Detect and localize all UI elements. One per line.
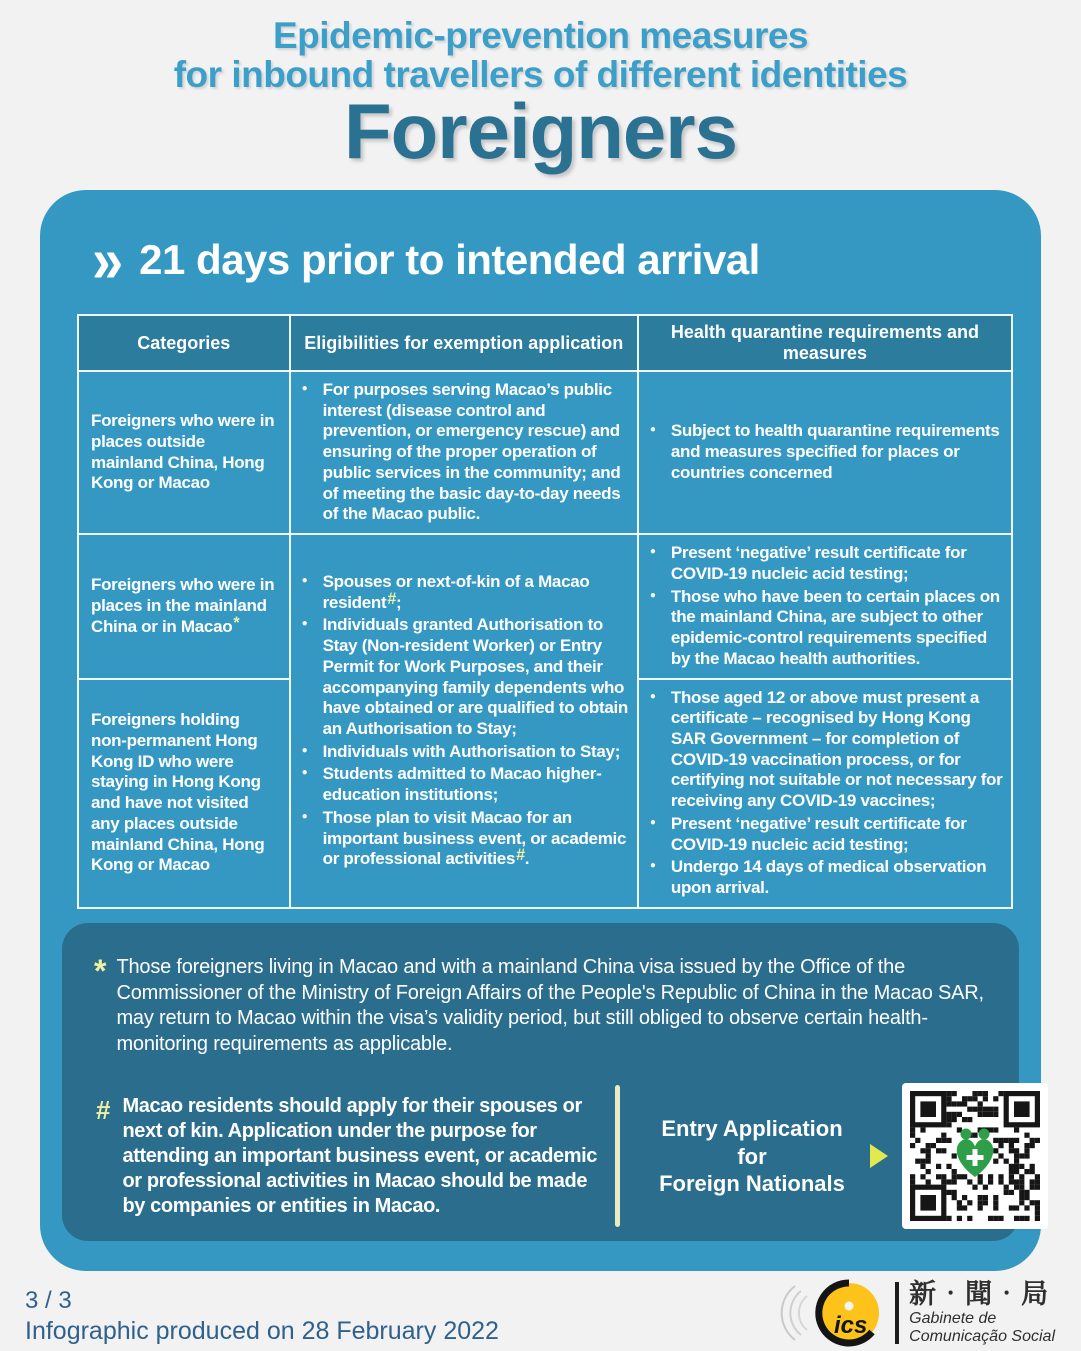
- table-row: [78, 534, 1012, 678]
- col-header-eligibilities: Eligibilities for exemption application: [290, 315, 638, 371]
- entry-label-line2: Foreign Nationals: [659, 1171, 845, 1197]
- bullet-list: [291, 372, 637, 533]
- entry-label-line1: Entry Application for: [661, 1116, 843, 1169]
- star-footnote: [62, 923, 1019, 1057]
- gcs-logo: [737, 1278, 1055, 1348]
- footer: [25, 1286, 499, 1347]
- page-header: [0, 0, 1081, 176]
- category-cell: Foreigners who were in places outside mainland China, Hong Kong or Macao: [78, 371, 290, 534]
- vertical-divider: [615, 1085, 620, 1227]
- bullet-list: [291, 564, 637, 878]
- logo-pt-line2: Comunicação Social: [909, 1327, 1055, 1345]
- bullet-item: ● Subject to health quarantine requirements and measures specified for places or countries concerned: [641, 421, 1005, 483]
- measures-table: [77, 314, 1013, 909]
- asterisk-marker: *: [94, 953, 107, 989]
- bullet-list: [639, 413, 1011, 491]
- eligibility-cell-shared: [290, 534, 638, 908]
- title-line-2: for inbound travellers of different identities: [173, 54, 908, 96]
- gcs-logo-mark: [737, 1278, 887, 1348]
- table-header-row: [78, 315, 1012, 371]
- footnotes-box: [62, 923, 1019, 1241]
- hash-footnote-text: Macao residents should apply for their spouses or next of kin. Application under the purpose for attending an important business event, or academic or professional activities in Macao should be made by companies or entities in Macao.: [122, 1095, 598, 1217]
- bullet-item: ● Those who have been to certain places on the mainland China, are subject to other epidemic-control requirements specified by the Macao health authorities.: [641, 587, 1005, 670]
- eligibility-cell: [290, 371, 638, 534]
- requirements-cell: [638, 679, 1012, 908]
- section-heading: [92, 223, 1041, 296]
- logo-text-block: [909, 1280, 1055, 1346]
- logo-divider-bar: [895, 1282, 899, 1344]
- hash-footnote: [96, 1094, 601, 1218]
- bullet-item: ● Undergo 14 days of medical observation upon arrival.: [641, 857, 1005, 898]
- bullet-item: ● For purposes serving Macao’s public interest (disease control and prevention, or emergency rescue) and ensuring of the proper operation of public services in the community; and of meeting the basic day-to-day needs of the Macao public.: [293, 380, 631, 525]
- logo-pt-line1: Gabinete de: [909, 1309, 997, 1327]
- category-cell: Foreigners holding non-permanent Hong Kong ID who were staying in Hong Kong and have not visited any places outside mainland China, Hong Kong or Macao: [78, 679, 290, 908]
- arrow-right-icon: [870, 1144, 888, 1168]
- bullet-item: ● Students admitted to Macao higher-education institutions;: [293, 764, 631, 805]
- table-row: [78, 371, 1012, 534]
- double-chevron-icon: »: [92, 223, 124, 296]
- hash-marker: #: [96, 1095, 111, 1126]
- col-header-requirements: Health quarantine requirements and measures: [638, 315, 1012, 371]
- qr-code-entry-application: [902, 1083, 1048, 1229]
- star-footnote-text: Those foreigners living in Macao and with a mainland China visa issued by the Office of the Commissioner of the Ministry of Foreign Affairs of the People's Republic of China in the Macao SAR, may return to Macao within the visa’s validity period, but still obliged to observe certain health-monitoring requirements as applicable.: [116, 956, 984, 1055]
- logo-chinese-name: 新‧聞‧局: [909, 1279, 1050, 1310]
- entry-application-label: [646, 1115, 858, 1198]
- bullet-list: [639, 680, 1011, 907]
- page-title: Foreigners: [343, 87, 738, 176]
- main-card: [40, 190, 1041, 1271]
- bullet-item: ● Spouses or next-of-kin of a Macao resident#;: [293, 572, 631, 613]
- page-number: 3 / 3: [25, 1287, 72, 1314]
- requirements-cell: [638, 371, 1012, 534]
- bullet-item: ● Those plan to visit Macao for an important business event, or academic or professional activities#.: [293, 808, 631, 870]
- footnote-bottom-row: [96, 1083, 999, 1229]
- bullet-item: ● Present ‘negative’ result certificate for COVID-19 nucleic acid testing;: [641, 814, 1005, 855]
- category-cell: Foreigners who were in places in the mainland China or in Macao*: [78, 534, 290, 678]
- section-heading-text: 21 days prior to intended arrival: [139, 236, 760, 283]
- bullet-item: ● Present ‘negative’ result certificate for COVID-19 nucleic acid testing;: [641, 543, 1005, 584]
- requirements-cell: [638, 534, 1012, 678]
- bullet-item: ● Those aged 12 or above must present a certificate – recognised by Hong Kong SAR Government – for completion of COVID-19 vaccination process, or for certifying not suitable or not necessary for receiving any COVID-19 vaccines;: [641, 688, 1005, 812]
- bullet-item: ● Individuals granted Authorisation to Stay (Non-resident Worker) or Entry Permit for Work Purposes, and their accompanying family dependents who have obtained or are qualified to obtain an Authorisation to Stay;: [293, 615, 631, 739]
- bullet-list: [639, 535, 1011, 677]
- qr-code-svg: [902, 1083, 1048, 1229]
- logo-acronym: ics: [834, 1312, 868, 1339]
- col-header-categories: Categories: [78, 315, 290, 371]
- produced-date: Infographic produced on 28 February 2022: [25, 1317, 499, 1345]
- bullet-item: ● Individuals with Authorisation to Stay;: [293, 742, 631, 763]
- title-line-1: Epidemic-prevention measures: [272, 15, 809, 56]
